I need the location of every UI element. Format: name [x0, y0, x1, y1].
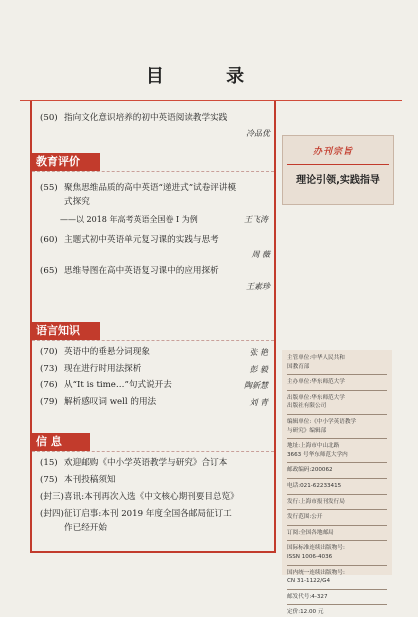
- list-item[interactable]: [40, 396, 270, 409]
- list-item[interactable]: [40, 491, 270, 504]
- info-rule: [287, 589, 387, 590]
- list-item[interactable]: [40, 379, 270, 392]
- list-item[interactable]: [40, 363, 270, 376]
- list-item[interactable]: [40, 182, 270, 195]
- article-title: 本刊投稿须知: [64, 475, 116, 485]
- info-line: ISSN 1006-4036: [287, 553, 333, 560]
- info-line: 发行:上海市报刊发行局: [287, 498, 345, 505]
- info-rule: [287, 414, 387, 415]
- info-line: 3663 号华东师范大学内: [287, 451, 348, 458]
- article-author: 冷品优: [246, 129, 270, 138]
- info-line: 邮政编码:200062: [287, 467, 333, 474]
- info-line: 电话:021-62233415: [287, 482, 342, 489]
- info-rule: [287, 462, 387, 463]
- info-rule: [287, 565, 387, 566]
- info-line: 出版单位:华东师范大学: [287, 394, 345, 401]
- mission-banner: [282, 135, 394, 205]
- banner-rule: [287, 164, 389, 165]
- info-line: 国教育部: [287, 363, 310, 370]
- info-rule: [287, 604, 387, 605]
- article-title-line2: 作已经开始: [64, 523, 107, 533]
- article-title: 从“It is time…”句式说开去: [64, 380, 172, 390]
- article-title: 聚焦思维品质的高中英语“递进式”试卷评讲模: [64, 183, 237, 193]
- list-item-continuation: [40, 522, 270, 535]
- article-title: 主题式初中英语单元复习课的实践与思考: [64, 235, 219, 245]
- article-title: 思维导图在高中英语复习课中的应用探析: [64, 266, 219, 276]
- article-author: 王素珍: [246, 282, 270, 291]
- list-item[interactable]: [40, 265, 270, 278]
- info-rule: [287, 478, 387, 479]
- section-header-evaluation: 教育评价: [30, 153, 100, 171]
- page-number: (76): [40, 380, 58, 390]
- article-author: 陶新慧: [244, 381, 268, 390]
- article-author: 张 艳: [249, 348, 268, 357]
- article-title: 喜讯:本刊再次入选《中文核心期刊要目总览》: [64, 492, 239, 502]
- list-item[interactable]: [40, 474, 270, 487]
- page-number: (73): [40, 364, 58, 374]
- list-item[interactable]: [40, 234, 270, 247]
- list-item[interactable]: [40, 112, 270, 125]
- article-author: 彭 毅: [249, 365, 268, 374]
- info-line: CN 31-1122/G4: [287, 578, 331, 585]
- page-number: (70): [40, 347, 58, 357]
- info-rule: [287, 494, 387, 495]
- list-item-continuation: [40, 196, 270, 209]
- page-number: (55): [40, 183, 58, 193]
- page-number: (60): [40, 235, 58, 245]
- info-line: 国内统一连续出版物号:: [287, 569, 345, 576]
- article-author: 周 薇: [251, 250, 270, 259]
- section-divider: [32, 451, 274, 453]
- article-title: 英语中的垂悬分词现象: [64, 347, 150, 357]
- info-line: 发行范围:公开: [287, 514, 323, 521]
- page-number: (封四): [40, 509, 64, 519]
- page-number: (79): [40, 397, 58, 407]
- article-author: 王飞涛: [244, 215, 268, 224]
- info-rule: [287, 509, 387, 510]
- info-line: 编辑单位:《中小学英语教学: [287, 418, 357, 425]
- page-number: (50): [40, 113, 58, 123]
- page-number: (65): [40, 266, 58, 276]
- info-line: 主办单位:华东师范大学: [287, 379, 345, 386]
- article-title: 指向文化意识培养的初中英语阅读教学实践: [64, 113, 228, 123]
- article-title: 解析感叹词 well 的用法: [64, 397, 157, 407]
- section-divider: [32, 171, 274, 173]
- subtitle-text: ——以 2018 年高考英语全国卷 I 为例: [60, 215, 198, 224]
- info-line: 国际标准连续出版物号:: [287, 545, 345, 552]
- section-header-language: 语言知识: [30, 322, 100, 340]
- article-author: 刘 青: [249, 398, 268, 407]
- page-number: (封三): [40, 492, 64, 502]
- info-rule: [287, 390, 387, 391]
- info-rule: [287, 540, 387, 541]
- list-item[interactable]: [40, 457, 270, 470]
- banner-motto: 理论引领,实践指导: [296, 175, 380, 186]
- article-subtitle: [60, 214, 270, 226]
- page-title: 目 录: [145, 66, 273, 87]
- info-line: 地址:上海市中山北路: [287, 443, 340, 450]
- info-rule: [287, 525, 387, 526]
- page-number: (75): [40, 475, 58, 485]
- info-line: 订阅:全国各地邮局: [287, 529, 334, 536]
- info-line: 出版社有限公司: [287, 403, 327, 410]
- info-line: 定价:12.00 元: [287, 609, 324, 616]
- article-title-line2: 式探究: [64, 197, 90, 207]
- list-item[interactable]: [40, 346, 270, 359]
- info-rule: [287, 438, 387, 439]
- info-rule: [287, 374, 387, 375]
- article-title: 欢迎邮购《中小学英语教学与研究》合订本: [64, 458, 228, 468]
- article-title: 现在进行时用法探析: [64, 364, 142, 374]
- info-line: 主管单位:中华人民共和: [287, 355, 345, 361]
- section-divider: [32, 340, 274, 342]
- publication-info: [282, 350, 392, 616]
- page-number: (15): [40, 458, 58, 468]
- list-item[interactable]: [40, 508, 270, 521]
- info-line: 与研究》编辑部: [287, 427, 327, 434]
- section-header-info: 信 息: [30, 433, 90, 451]
- banner-heading: 办刊宗旨: [313, 147, 354, 157]
- article-title: 征订启事:本刊 2019 年度全国各邮局征订工: [64, 509, 232, 519]
- info-line: 邮发代号:4-327: [287, 593, 328, 600]
